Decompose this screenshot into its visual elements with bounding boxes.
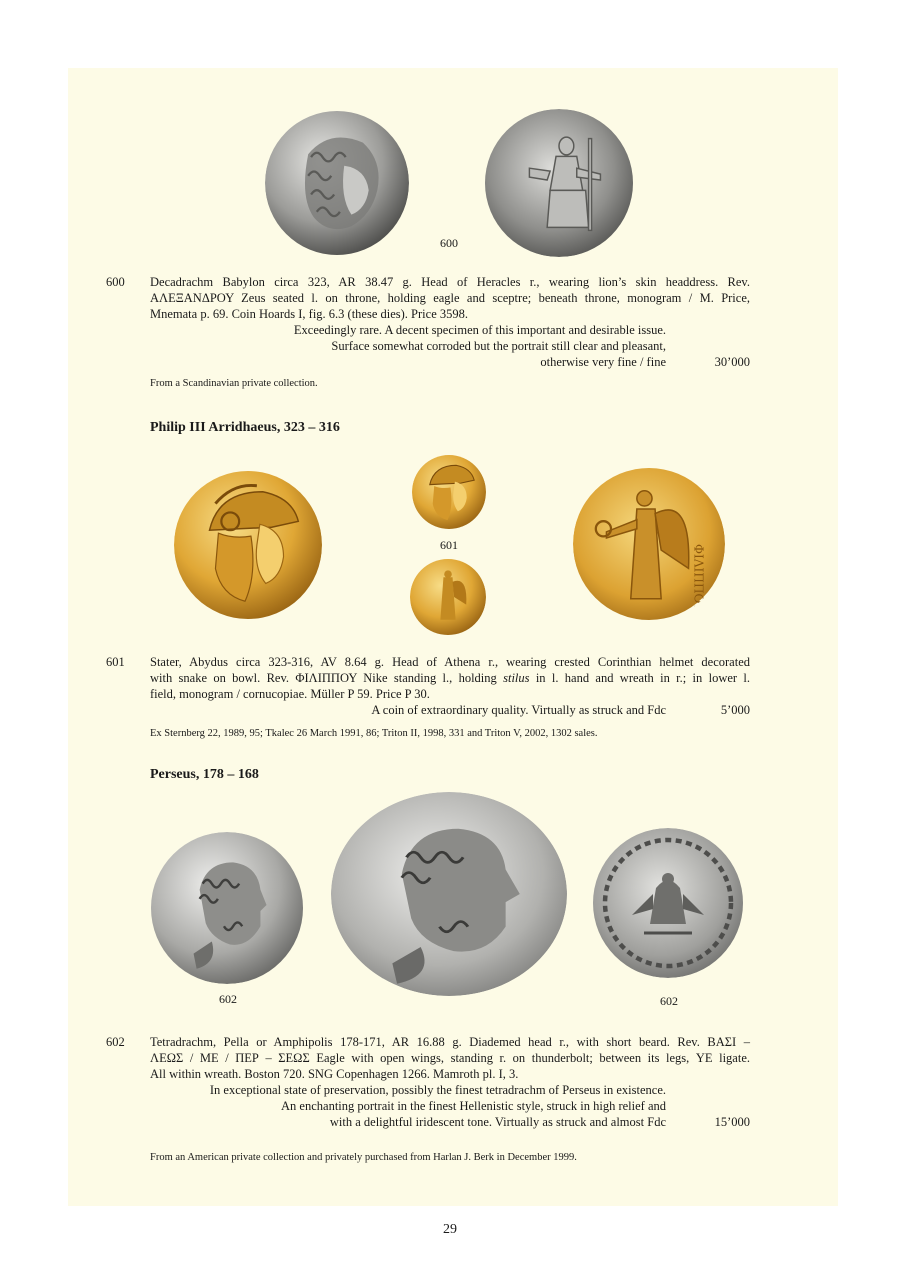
eagle-wreath-icon [590,828,746,978]
plate-number-602-left: 602 [219,992,237,1006]
svg-text:ΦΙΛΙΠΠΟΥ: ΦΙΛΙΠΠΟΥ [691,544,706,612]
description-line: ΛΕΩΣ / ΜΕ / ΠΕΡ – ΣΕΩΣ Eagle with open wings, standing r. on thunderbolt; between its legs, ΥΕ ligate. [150,1051,750,1065]
section-heading: Perseus, 178 – 168 [150,767,259,782]
nike-standing-icon [573,466,725,622]
lot-comment [210,1082,666,1130]
coin-602-obverse-large [331,792,567,996]
nike-standing-icon [410,558,486,636]
description-text: with snake on bowl. Rev. ΦΙΛΙΠΠΟΥ Nike standing l., holding [150,671,497,685]
description-line: ΑΛΕΞΑΝΔΡΟΥ Zeus seated l. on throne, holding eagle and sceptre; beneath throne, monogram / M. Price, [150,291,750,305]
perseus-portrait-icon [331,792,567,996]
description-line: Tetradrachm, Pella or Amphipolis 178-171, AR 16.88 g. Diademed head r., with short beard. Rev. ΒΑΣΙ – [150,1035,750,1049]
description-line: Stater, Abydus circa 323-316, AV 8.64 g. Head of Athena r., wearing crested Corinthian helmet decorated [150,655,750,669]
lot-provenance: From a Scandinavian private collection. [150,378,318,389]
plate-number-602-right: 602 [660,994,678,1008]
lot-price: 5’000 [720,703,750,717]
athena-helmet-icon [174,466,322,624]
coin-600-obverse [265,108,409,258]
description-italic: stilus [503,671,530,685]
page-number: 29 [443,1222,457,1237]
comment-line: with a delightful iridescent tone. Virtually as struck and almost Fdc [329,1115,666,1129]
lot-description [150,654,750,702]
comment-line: otherwise very fine / fine [540,355,666,369]
section-heading: Philip III Arridhaeus, 323 – 316 [150,420,340,435]
lot-number: 602 [106,1035,125,1049]
plate-number-600: 600 [440,236,458,250]
coin-602-reverse [590,828,746,978]
coin-602-obverse-small [148,832,306,984]
lot-price: 15’000 [714,1115,750,1129]
lot-description [150,274,750,322]
lot-comment [294,322,666,370]
plate-number-601: 601 [440,538,458,552]
description-text: in l. hand and wreath in r.; in lower l. [529,671,750,685]
lot-description [150,1034,750,1082]
perseus-portrait-icon [148,832,306,984]
lot-price: 30’000 [714,355,750,369]
seated-zeus-icon [483,109,635,257]
comment-line: Exceedingly rare. A decent specimen of this important and desirable issue. [293,323,666,337]
lot-number: 600 [106,275,125,289]
coin-601-obverse-large [174,466,322,624]
catalogue-panel [68,68,838,1206]
description-line: Mnemata p. 69. Coin Hoards I, fig. 6.3 (these dies). Price 3598. [150,307,468,321]
description-line: field, monogram / cornucopiae. Müller P 59. Price P 30. [150,687,430,701]
heracles-head-icon [265,108,409,258]
comment-line: An enchanting portrait in the finest Hellenistic style, struck in high relief and [281,1099,666,1113]
comment-line: A coin of extraordinary quality. Virtually as struck and Fdc [371,703,666,717]
description-line: All within wreath. Boston 720. SNG Copenhagen 1266. Mamroth pl. I, 3. [150,1067,519,1081]
coin-601-obverse-small [412,453,486,531]
coin-600-reverse [483,109,635,257]
comment-line: Surface somewhat corroded but the portrait still clear and pleasant, [331,339,666,353]
coin-601-reverse-small [410,558,486,636]
lot-number: 601 [106,655,125,669]
description-line [150,670,750,686]
lot-provenance: From an American private collection and privately purchased from Harlan J. Berk in December 1999. [150,1152,577,1163]
coin-601-reverse-large [573,466,725,622]
lot-provenance: Ex Sternberg 22, 1989, 95; Tkalec 26 March 1991, 86; Triton II, 1998, 331 and Triton V, 2002, 1302 sales. [150,728,598,739]
lot-comment [371,702,666,718]
athena-helmet-icon [412,453,486,531]
comment-line: In exceptional state of preservation, possibly the finest tetradrachm of Perseus in existence. [209,1083,666,1097]
description-line: Decadrachm Babylon circa 323, AR 38.47 g. Head of Heracles r., wearing lion’s skin headdress. Rev. [150,275,750,289]
